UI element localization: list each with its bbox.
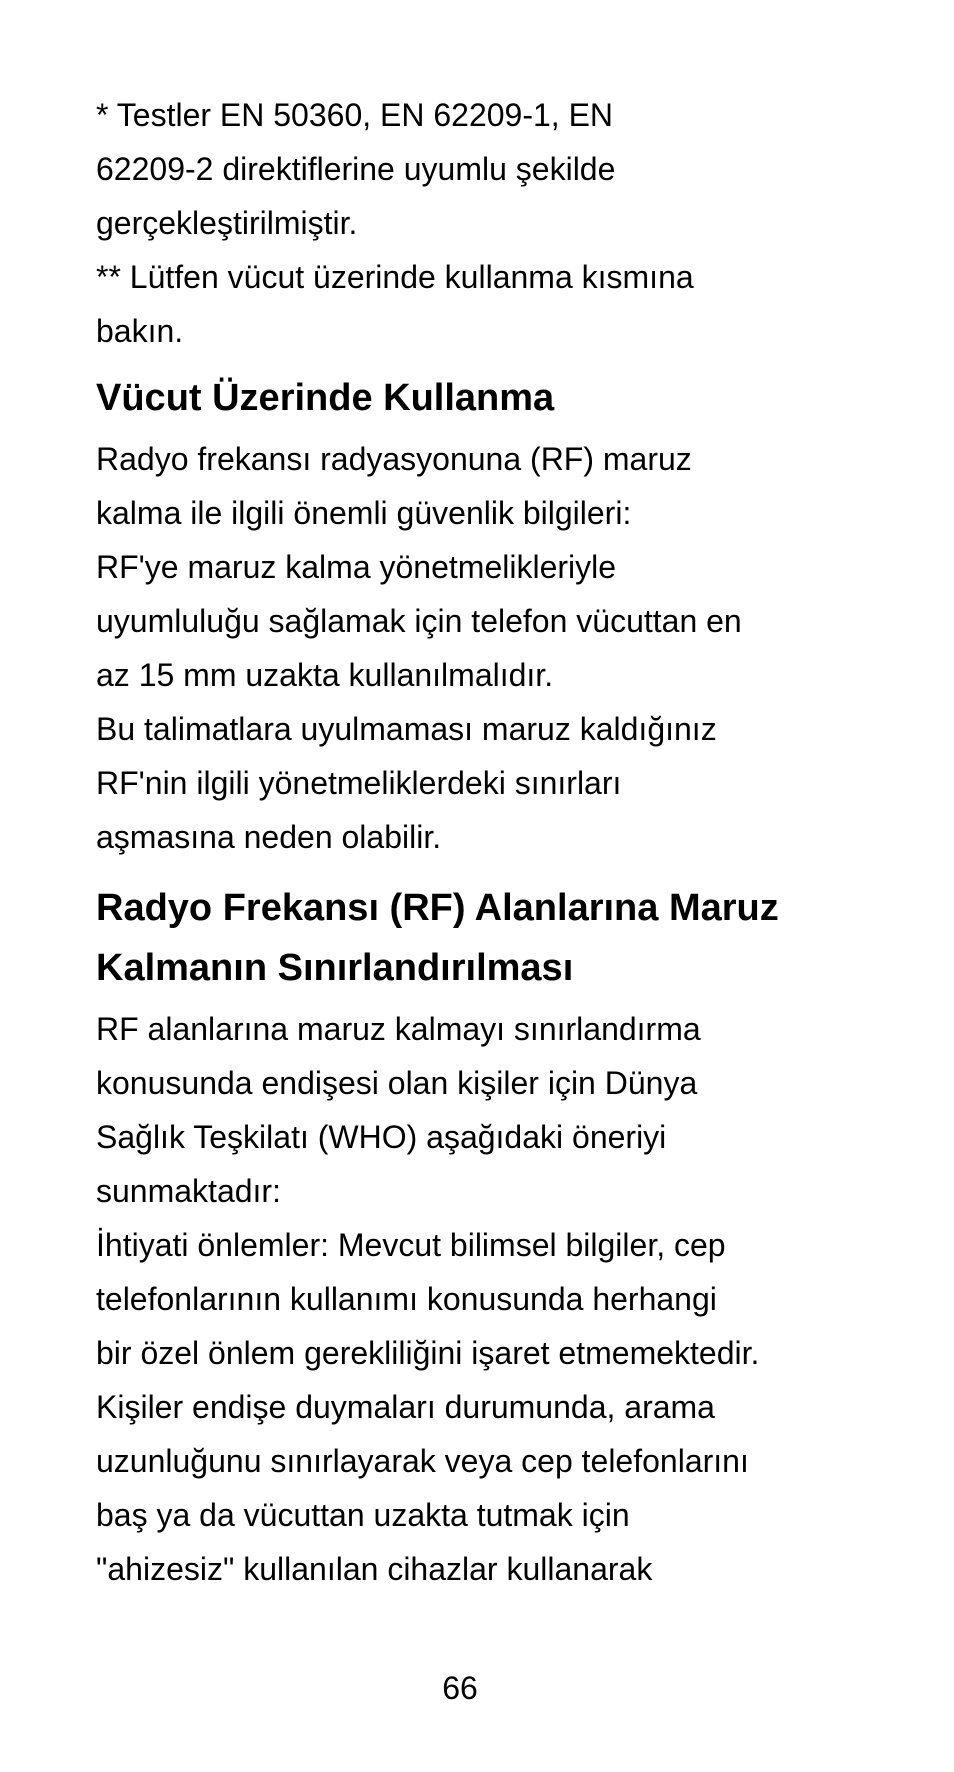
footnote-line: bakın. — [96, 313, 184, 349]
paragraph-line: RF alanlarına maruz kalmayı sınırlandırma — [96, 1011, 701, 1047]
paragraph-line: Sağlık Teşkilatı (WHO) aşağıdaki öneriyi — [96, 1119, 667, 1155]
section-heading-line: Radyo Frekansı (RF) Alanlarına Maruz — [96, 887, 779, 929]
paragraph-line: sunmaktadır: — [96, 1173, 281, 1209]
section-heading: Vücut Üzerinde Kullanma — [96, 377, 555, 419]
paragraph-line: uyumluluğu sağlamak için telefon vücuttan en — [96, 603, 742, 639]
paragraph-line: telefonlarının kullanımı konusunda herhangi — [96, 1281, 717, 1317]
footnote-line: * Testler EN 50360, EN 62209-1, EN — [96, 97, 614, 133]
footnote-line: ** Lütfen vücut üzerinde kullanma kısmına — [96, 259, 694, 295]
paragraph-line: RF'ye maruz kalma yönetmelikleriyle — [96, 549, 617, 585]
section-body-worn-use — [96, 368, 896, 864]
paragraph-line: bir özel önlem gerekliliğini işaret etmemektedir. — [96, 1335, 760, 1371]
paragraph-line: kalma ile ilgili önemli güvenlik bilgileri: — [96, 495, 632, 531]
footnote-line: 62209-2 direktiflerine uyumlu şekilde — [96, 151, 616, 187]
page-content — [96, 88, 896, 1596]
section-heading — [96, 878, 896, 998]
paragraph-line: aşmasına neden olabilir. — [96, 819, 442, 855]
paragraph-line: İhtiyati önlemler: Mevcut bilimsel bilgiler, cep — [96, 1227, 726, 1263]
paragraph-line: konusunda endişesi olan kişiler için Dünya — [96, 1065, 698, 1101]
page-number: 66 — [442, 1670, 478, 1706]
paragraph-line: Bu talimatlara uyulmaması maruz kaldığınız — [96, 711, 717, 747]
footnotes — [96, 88, 896, 358]
paragraph-line: baş ya da vücuttan uzakta tutmak için — [96, 1497, 630, 1533]
paragraph-line: Kişiler endişe duymaları durumunda, arama — [96, 1389, 715, 1425]
paragraph-line: Radyo frekansı radyasyonuna (RF) maruz — [96, 441, 692, 477]
footnote-line: gerçekleştirilmiştir. — [96, 205, 358, 241]
paragraph-line: az 15 mm uzakta kullanılmalıdır. — [96, 657, 554, 693]
paragraph-line: "ahizesiz" kullanılan cihazlar kullanarak — [96, 1551, 653, 1587]
section-heading-line: Kalmanın Sınırlandırılması — [96, 947, 574, 989]
paragraph-line: RF'nin ilgili yönetmeliklerdeki sınırları — [96, 765, 622, 801]
section-rf-exposure-limits — [96, 878, 896, 1596]
paragraph-line: uzunluğunu sınırlayarak veya cep telefonlarını — [96, 1443, 749, 1479]
